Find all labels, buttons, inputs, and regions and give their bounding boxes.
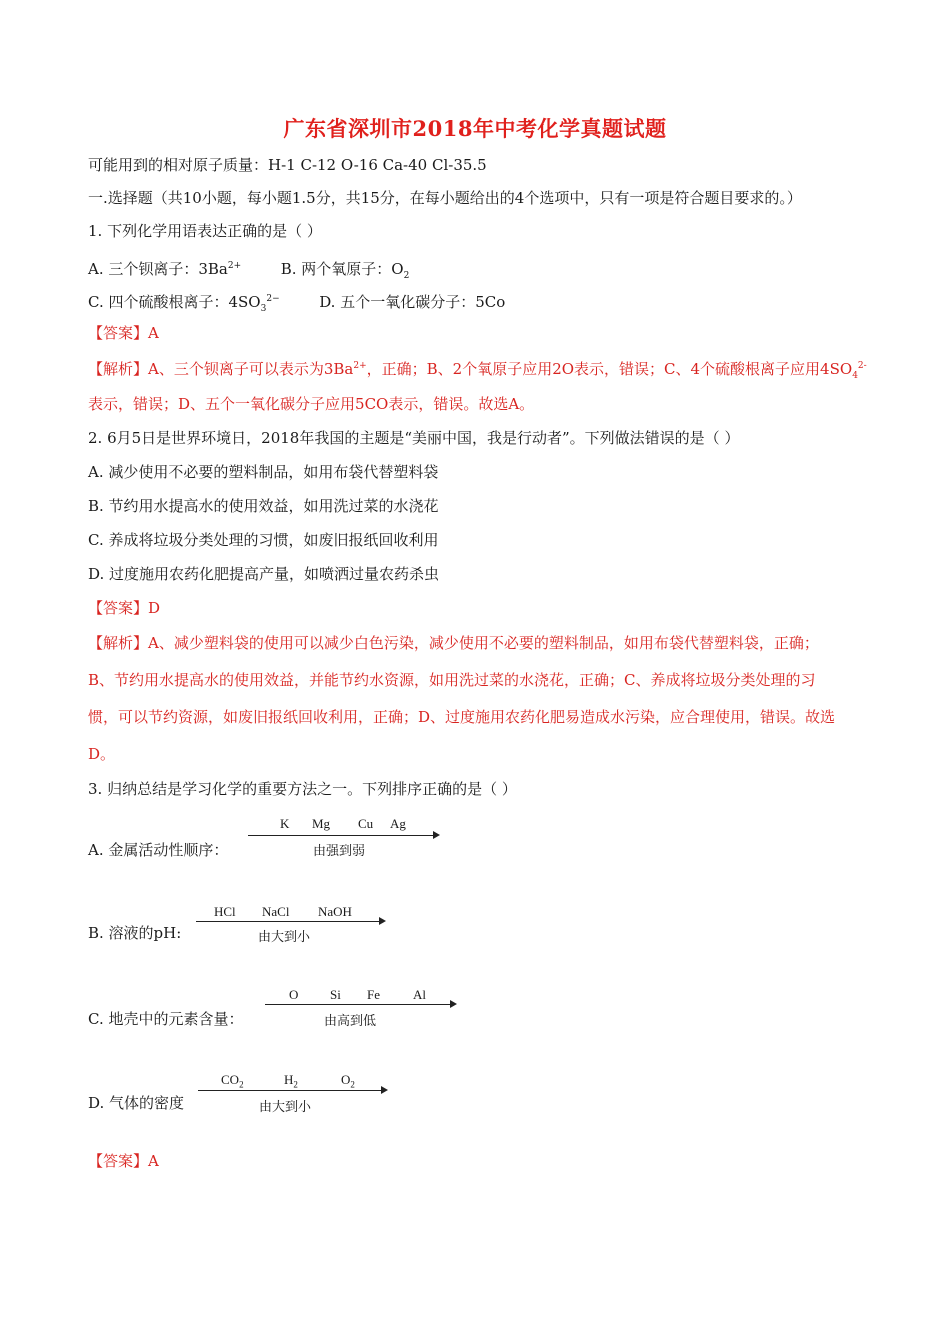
q3-a-arrow [248,835,438,836]
q3-option-d-label: D. 气体的密度 [88,1094,185,1112]
q3-a-item-cu: Cu [358,816,374,831]
q1-stem: 1. 下列化学用语表达正确的是（ ） [88,222,322,240]
q1-options-ab [88,255,409,287]
q1-analysis-line2: 表示，错误；D、五个一氧化碳分子应用5CO表示，错误。故选A。 [88,395,535,413]
q2-option-b: B. 节约用水提高水的使用效益，如用洗过菜的水浇花 [88,497,439,515]
q1-option-c: C. 四个硫酸根离子：$4SO_3^{2-}$ [88,293,280,314]
q3-d-arrow [198,1090,386,1091]
q3-b-item-nacl: NaCl [262,904,290,919]
q1-option-d: D. 五个一氧化碳分子：5Co [319,293,506,311]
q3-b-caption: 由大到小 [258,930,311,945]
q1-options-cd [88,288,505,320]
q3-a-item-ag: Ag [390,816,406,831]
q3-option-a-label: A. 金属活动性顺序： [88,841,229,859]
q3-c-arrow [265,1004,455,1005]
q2-option-a: A. 减少使用不必要的塑料制品，如用布袋代替塑料袋 [88,463,439,481]
q2-analysis-line1: 【解析】A、减少塑料袋的使用可以减少白色污染，减少使用不必要的塑料制品，如用布袋代替塑料袋，正确； [88,634,819,652]
q3-d-item-h2: $H_2$ [284,1072,298,1090]
q3-c-item-al: Al [413,987,426,1002]
q3-c-item-si: Si [330,987,341,1002]
q3-b-item-hcl: HCl [214,904,236,919]
q3-a-item-mg: Mg [312,816,331,831]
q1-option-b: B. 两个氧原子：$O_2$ [280,260,410,281]
q3-option-b-label: B. 溶液的pH: [88,924,182,942]
q3-b-arrow [196,921,384,922]
q2-analysis-line2: B、节约用水提高水的使用效益，并能节约水资源，如用洗过菜的水浇花，正确；C、养成将垃圾分类处理的习 [88,671,816,689]
q2-answer: 【答案】D [88,599,161,617]
q1-answer: 【答案】A [88,324,159,342]
q1-option-a: A. 三个钡离子：$3Ba^{2+}$ [88,260,242,278]
q2-stem: 2. 6月5日是世界环境日，2018年我国的主题是“美丽中国，我是行动者”。下列做法错误的是（ ） [88,429,740,447]
q2-option-d: D. 过度施用农药化肥提高产量，如喷洒过量农药杀虫 [88,565,440,583]
q3-c-caption: 由高到低 [324,1014,377,1029]
q3-d-item-co2: $CO_2$ [221,1072,244,1090]
q3-b-item-naoh: NaOH [318,904,352,919]
q3-d-caption: 由大到小 [259,1100,312,1115]
q2-analysis-line4: D。 [88,745,116,763]
q3-a-item-k: K [280,816,290,831]
q1-analysis-line1: 【解析】A、三个钡离子可以表示为$3Ba^{2+}$，正确；B、2个氧原子应用2O表示，错误；C、4个硫酸根离子应用$4SO_4^{2-}$ [88,360,867,381]
q3-c-item-fe: Fe [367,987,380,1002]
q3-option-c-label: C. 地壳中的元素含量： [88,1010,244,1028]
q3-c-item-o: O [289,987,299,1002]
q2-analysis-line3: 惯，可以节约资源，如废旧报纸回收利用，正确；D、过度施用农药化肥易造成水污染，应合理使用，错误。故选 [88,708,836,726]
q2-option-c: C. 养成将垃圾分类处理的习惯，如废旧报纸回收利用 [88,531,439,549]
page-title: 广东省深圳市2018年中考化学真题试题 [283,116,667,141]
q3-stem: 3. 归纳总结是学习化学的重要方法之一。下列排序正确的是（ ） [88,780,517,798]
q3-d-item-o2: $O_2$ [341,1072,355,1090]
section-heading: 一.选择题（共10小题，每小题1.5分，共15分，在每小题给出的4个选项中，只有一项是符合题目要求的。） [88,189,802,207]
q3-a-caption: 由强到弱 [313,844,366,859]
q3-answer: 【答案】A [88,1152,159,1170]
atomic-mass-line: 可能用到的相对原子质量：H-1 C-12 O-16 Ca-40 Cl-35.5 [88,156,487,174]
